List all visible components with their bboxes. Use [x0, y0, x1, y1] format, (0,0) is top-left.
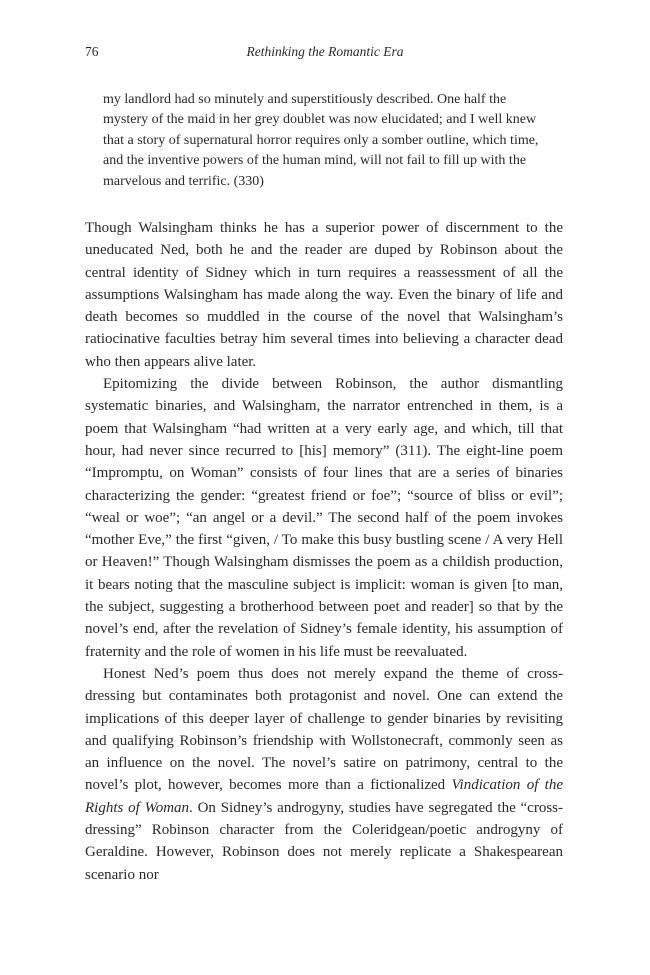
paragraph-3: [85, 663, 563, 886]
running-title: Rethinking the Romantic Era: [246, 44, 404, 59]
body-text: [85, 217, 563, 886]
paragraph-1: Though Walsingham thinks he has a superior power of discernment to the uneducated Ned, both he and the reader are duped by Robinson about the central identity of Sidney which in turn requires a reassessment of all the assumptions Walsingham has made along the way. Even the binary of life and death becomes so muddled in the course of the novel that Walsingham’s ratiocinative faculties betray him several times into believing a character dead who then appears alive later.: [85, 220, 563, 370]
running-header: [85, 44, 565, 66]
block-quote: [103, 90, 545, 192]
paragraph-2: Epitomizing the divide between Robinson, the author dismantling systematic binaries, and Walsingham, the narrator entrenched in them, is a poem that Walsingham “had written at a very early age, and which, till that hour, had never since recurred to [his] memory” (311). The eight-line poem “Impromptu, on Woman” consists of four lines that are a series of binaries characterizing the gender: “greatest friend or foe”; “source of bliss or evil”; “weal or woe”; “an angel or a devil.” The second half of the poem invokes “mother Eve,” the first “given, / To make this busy bustling scene / A very Hell or Heaven!” Though Walsingham dismisses the poem as a childish production, it bears noting that the masculine subject is implicit: woman is given [to man, the subject, suggesting a brotherhood between poet and reader] so that by the novel’s end, after the revelation of Sidney’s female identity, his assumption of fraternity and the role of women in his life must be reevaluated.: [85, 376, 563, 660]
page-number: 76: [85, 44, 99, 59]
paragraph-3-text-a: Honest Ned’s poem thus does not merely expand the theme of cross-dressing but contaminates both protagonist and novel. One can extend the implications of this deeper layer of challenge to gender binaries by revisiting and qualifying Robinson’s friendship with Wollstonecraft, commonly seen as an influence on the novel. The novel’s satire on patrimony, central to the novel’s plot, however, becomes more than a fictionalized: [85, 665, 563, 794]
block-quote-text: my landlord had so minutely and superstitiously described. One half the mystery of the maid in her grey doublet was now elucidated; and I well knew that a story of supernatural horror requires only a somber outline, which time, and the inventive powers of the human mind, will not fail to fill up with the marvelous and terrific. (330): [103, 92, 539, 189]
book-title-italic: Vindication of the Rights of Woman: [85, 777, 564, 816]
paragraph-3-text-b: . On Sidney’s androgyny, studies have segregated the “cross-dressing” Robinson character from the Coleridgean/poetic androgyny of Geraldine. However, Robinson does not merely replicate a Shakespearean scenario nor: [85, 799, 563, 883]
